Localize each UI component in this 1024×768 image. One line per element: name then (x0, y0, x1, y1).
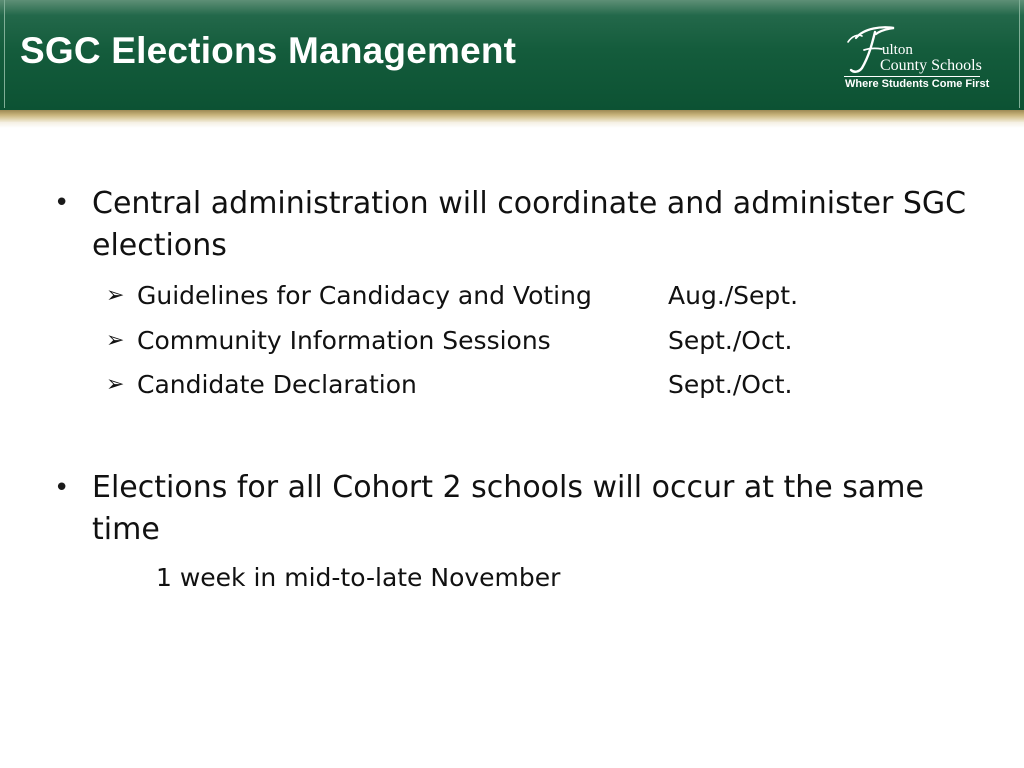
arrow-bullet-icon: ➢ (106, 328, 125, 353)
logo-tagline: Where Students Come First (845, 78, 990, 90)
sub-item-date-1: Aug./Sept. (668, 281, 799, 310)
sub-item-date-2: Sept./Oct. (668, 326, 793, 355)
arrow-bullet-icon: ➢ (106, 372, 125, 397)
bullet-icon: • (54, 473, 70, 503)
sub-item-label-1: Guidelines for Candidacy and Voting (137, 281, 592, 310)
sub-item-date-3: Sept./Oct. (668, 370, 793, 399)
sub-item-label-2: Community Information Sessions (137, 326, 551, 355)
bullet-text-1: Central administration will coordinate and administer SGC elections (92, 186, 967, 263)
arrow-bullet-icon: ➢ (106, 283, 125, 308)
bullet-icon: • (54, 188, 70, 218)
sub-item-label-3: Candidate Declaration (137, 370, 417, 399)
slide-title: SGC Elections Management (20, 30, 517, 71)
sub-note: 1 week in mid-to-late November (156, 563, 561, 592)
logo-text-line2: County Schools (880, 57, 982, 74)
logo-text-line1: ulton (882, 42, 913, 58)
bullet-text-2: Elections for all Cohort 2 schools will occur at the same time (92, 470, 924, 547)
